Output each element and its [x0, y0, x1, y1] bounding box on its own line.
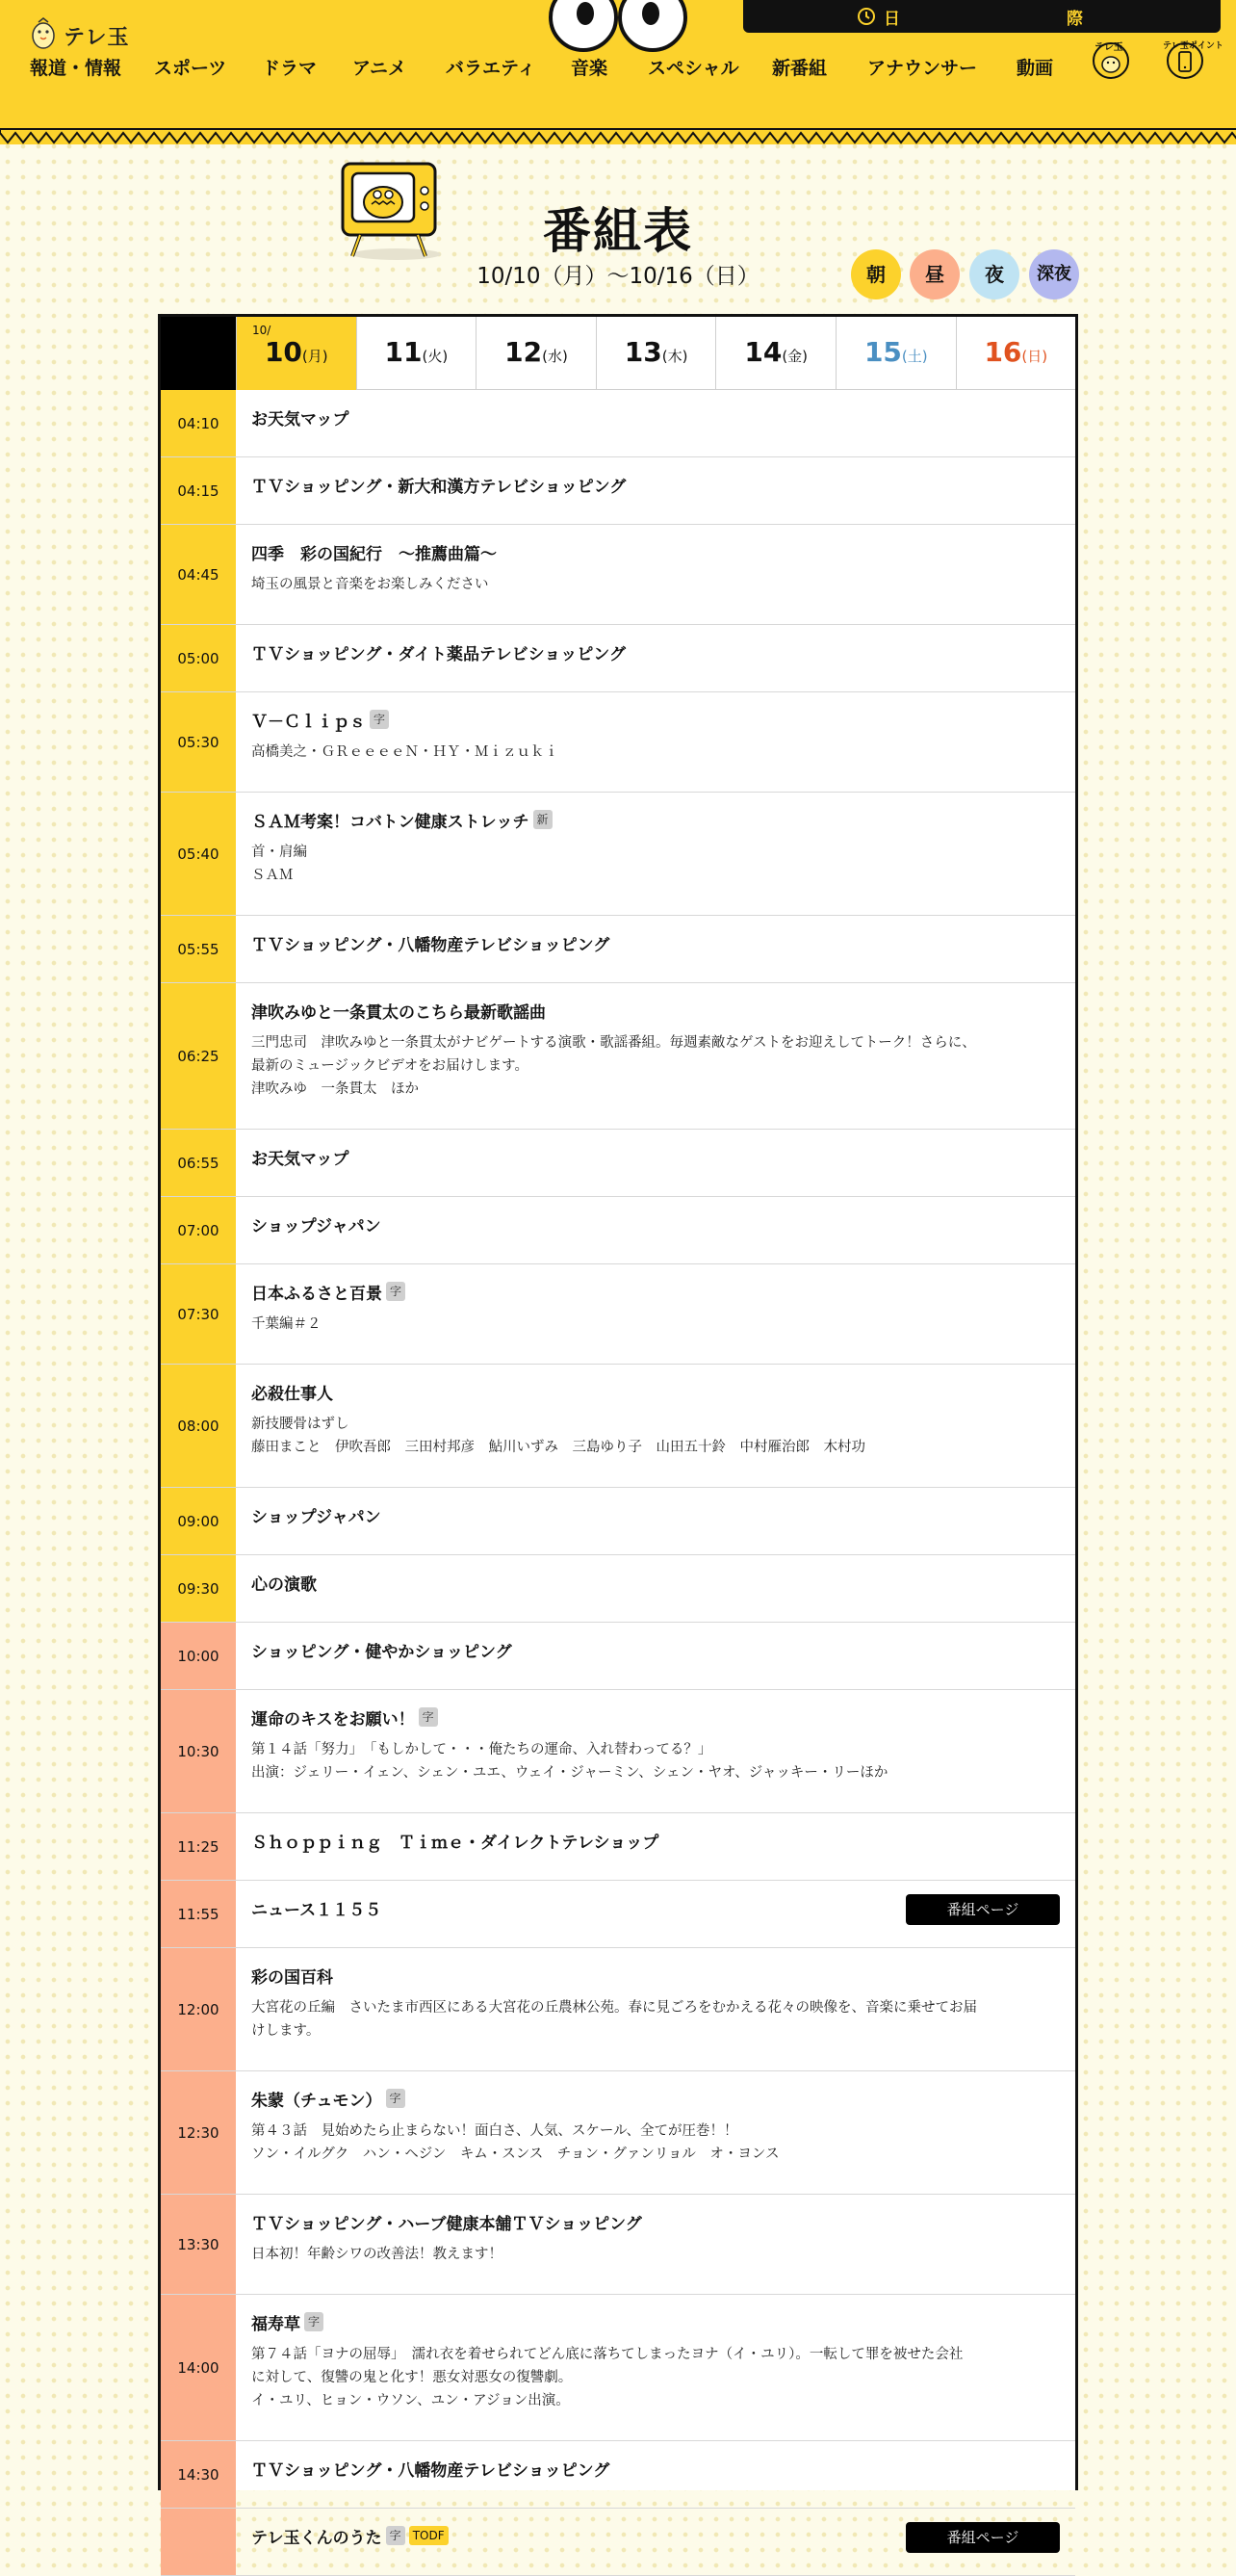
- program-description-line: に対して、復讐の鬼と化す！悪女対悪女の復讐劇。: [251, 2370, 573, 2385]
- program-description-line: 大宮花の丘編 さいたま市西区にある大宮花の丘農林公苑。春に見ごろをむかえる花々の映像を、音楽に乗せてお届: [251, 2000, 977, 2016]
- program-description-line: 最新のミュージックビデオをお届けします。: [251, 1058, 528, 1074]
- program-title-line: [251, 540, 1060, 563]
- program-row[interactable]: [161, 1555, 1075, 1623]
- program-cell: [236, 457, 1075, 524]
- program-cell: [236, 1948, 1075, 2070]
- program-row[interactable]: [161, 1264, 1075, 1365]
- day-tab[interactable]: [836, 317, 956, 390]
- day-tab-label: [837, 336, 956, 368]
- program-time: 11:25: [161, 1813, 236, 1880]
- program-title-line: [251, 405, 1060, 429]
- program-description: [251, 1031, 1060, 1101]
- day-tab[interactable]: [476, 317, 596, 390]
- main-nav: [0, 54, 1236, 81]
- program-title-line: [251, 2210, 1060, 2233]
- program-cell: [236, 1555, 1075, 1622]
- program-description: [251, 1313, 1060, 1336]
- day-tab-number: 14: [744, 336, 783, 368]
- program-rows: [161, 390, 1075, 2576]
- program-row[interactable]: [161, 2295, 1075, 2441]
- program-description: [251, 1738, 1060, 1784]
- program-time: 13:30: [161, 2195, 236, 2294]
- program-title[interactable]: 福寿草: [251, 2314, 300, 2334]
- program-row[interactable]: [161, 2509, 1075, 2576]
- nav-item-news[interactable]: 報道・情報: [30, 58, 122, 79]
- program-description-line: ＳＡＭ: [251, 868, 294, 883]
- day-tab-weekday: (木): [661, 348, 688, 365]
- day-tab-weekday: (金): [782, 348, 809, 365]
- day-tab-number: 10: [264, 336, 302, 368]
- day-tab-number: 15: [863, 336, 902, 368]
- program-description-line: 高橋美之・ＧＲｅｅｅｅＮ・ＨＹ・Ｍｉｚｕｋｉ: [251, 744, 558, 760]
- nav-item-new-programs[interactable]: 新番組: [772, 58, 828, 79]
- program-cell: [236, 1264, 1075, 1364]
- program-time: 12:00: [161, 1948, 236, 2070]
- logo-text: テレ玉: [64, 26, 130, 50]
- program-time: [161, 2509, 236, 2575]
- day-tab-label: [476, 336, 596, 368]
- program-row[interactable]: [161, 390, 1075, 457]
- program-title-line: [251, 931, 1060, 954]
- program-row[interactable]: [161, 1881, 1075, 1948]
- telet-mascot-icon: [31, 17, 56, 50]
- program-badge: 字: [386, 1282, 405, 1301]
- program-description-line: ソン・イルグク ハン・ヘジン キム・スンス チョン・グァンリョル オ・ヨンス: [251, 2147, 780, 2162]
- program-time: 07:00: [161, 1197, 236, 1263]
- program-title-line: [251, 1503, 1060, 1526]
- day-tab-weekday: (月): [301, 348, 328, 365]
- program-title[interactable]: お天気マップ: [251, 409, 349, 429]
- program-description-line: 第４３話 見始めたら止まらない！面白さ、人気、スケール、全てが圧巻！！: [251, 2123, 738, 2139]
- program-cell: [236, 1813, 1075, 1880]
- program-cell: [236, 1881, 1075, 1947]
- program-description-line: 第１４話「努力」 「もしかして・・・俺たちの運命、入れ替わってる？」: [251, 1742, 712, 1757]
- mascot-eyes-illustration: [547, 0, 689, 58]
- program-title[interactable]: 津吹みゆと一条貫太のこちら最新歌謡曲: [251, 1002, 546, 1023]
- program-row[interactable]: [161, 1623, 1075, 1690]
- program-title[interactable]: Ｖ－Ｃｌｉｐｓ: [251, 712, 366, 732]
- day-tab-label: [237, 336, 356, 368]
- program-title-line: [251, 1571, 1060, 1594]
- program-description: [251, 573, 1060, 596]
- program-row[interactable]: [161, 1488, 1075, 1555]
- program-title-line: [251, 473, 1060, 496]
- telet-circle-link[interactable]: [1091, 40, 1131, 81]
- day-tab-weekday: (火): [422, 348, 449, 365]
- program-description-line: けします。: [251, 2023, 321, 2039]
- day-tabs: [161, 317, 1075, 390]
- program-row[interactable]: [161, 2071, 1075, 2195]
- program-time: 08:00: [161, 1365, 236, 1487]
- program-cell: [236, 1690, 1075, 1812]
- program-time: 04:10: [161, 390, 236, 456]
- program-cell: [236, 2509, 1075, 2575]
- program-title[interactable]: ＴＶショッピング・新大和漢方テレビショッピング: [251, 477, 627, 497]
- program-title-line: [251, 2087, 1060, 2110]
- day-tab-label: [597, 336, 716, 368]
- program-description-line: 新技腰骨はずし: [251, 1417, 349, 1432]
- program-time: 04:45: [161, 525, 236, 624]
- program-title[interactable]: お天気マップ: [251, 1149, 349, 1169]
- program-time: 05:00: [161, 625, 236, 691]
- day-tab-date: 10/: [252, 324, 271, 337]
- program-description-line: イ・ユリ、ヒョン・ウソン、ユン・アジョン出演。: [251, 2393, 570, 2408]
- program-page-button[interactable]: 番組ページ: [906, 2522, 1060, 2553]
- day-tab-number: 13: [624, 336, 662, 368]
- program-title[interactable]: 必殺仕事人: [251, 1384, 333, 1404]
- program-time: 07:30: [161, 1264, 236, 1364]
- program-row[interactable]: [161, 916, 1075, 983]
- program-title[interactable]: 日本ふるさと百景: [251, 1284, 382, 1304]
- program-description-line: 藤田まこと 伊吹吾郎 三田村邦彦 鮎川いずみ 三島ゆり子 山田五十鈴 中村雁治郎 木村功: [251, 1440, 865, 1455]
- program-cell: [236, 390, 1075, 456]
- program-schedule-table: [158, 314, 1078, 2548]
- program-time: 12:30: [161, 2071, 236, 2194]
- program-cell: [236, 916, 1075, 982]
- day-tab-number: 12: [504, 336, 543, 368]
- program-row[interactable]: [161, 793, 1075, 916]
- program-description: [251, 841, 1060, 887]
- program-row[interactable]: [161, 1197, 1075, 1264]
- program-badge: 字: [386, 2089, 405, 2108]
- program-badge: 字: [419, 1707, 438, 1727]
- program-cell: [236, 2295, 1075, 2440]
- program-title-line: [251, 708, 1060, 731]
- program-description-line: 日本初！年齢シワの改善法！教えます！: [251, 2247, 502, 2262]
- day-tab-label: [957, 336, 1075, 368]
- nav-item-video[interactable]: 動画: [1017, 58, 1054, 79]
- program-row[interactable]: [161, 1365, 1075, 1488]
- nav-item-special[interactable]: スペシャル: [648, 58, 739, 79]
- program-row[interactable]: [161, 525, 1075, 625]
- program-time: 06:55: [161, 1130, 236, 1196]
- day-tab[interactable]: [715, 317, 836, 390]
- slot-button-late-night[interactable]: 深夜: [1029, 249, 1079, 299]
- program-badge: 字: [304, 2312, 323, 2331]
- program-time: 05:40: [161, 793, 236, 915]
- program-time: 10:00: [161, 1623, 236, 1689]
- program-description: [251, 1413, 1060, 1459]
- program-time: 04:15: [161, 457, 236, 524]
- program-description: [251, 2243, 1060, 2266]
- day-tab-number: 11: [384, 336, 423, 368]
- program-title-line: [251, 2457, 1060, 2480]
- program-title[interactable]: ショップジャパン: [251, 1216, 381, 1236]
- day-tab[interactable]: [956, 317, 1075, 390]
- program-cell: [236, 525, 1075, 624]
- program-row[interactable]: [161, 1948, 1075, 2071]
- program-cell: [236, 793, 1075, 915]
- header-zigzag-edge: [0, 129, 1236, 144]
- telet-circle-label: テレ玉: [1094, 42, 1123, 53]
- nav-item-anime[interactable]: アニメ: [352, 58, 407, 79]
- program-title-line: [251, 1145, 1060, 1168]
- program-time: 09:00: [161, 1488, 236, 1554]
- program-cell: [236, 2441, 1075, 2508]
- program-description-line: 首・肩編: [251, 845, 307, 860]
- program-title[interactable]: ショッピング・健やかショッピング: [251, 1642, 512, 1662]
- site-logo[interactable]: [29, 15, 135, 54]
- program-row[interactable]: [161, 983, 1075, 1130]
- day-tab-weekday: (水): [542, 348, 568, 365]
- program-title[interactable]: 朱蒙（チュモン）: [251, 2091, 382, 2111]
- program-row[interactable]: [161, 1690, 1075, 1813]
- clock-text-left: 日: [884, 10, 900, 29]
- telet-point-circle-link[interactable]: [1163, 40, 1223, 81]
- program-title[interactable]: テレ玉くんのうた: [251, 2528, 382, 2548]
- program-title[interactable]: ＴＶショッピング・ダイト薬品テレビショッピング: [251, 644, 626, 664]
- program-cell: [236, 692, 1075, 792]
- program-cell: [236, 1623, 1075, 1689]
- slot-button-noon[interactable]: 昼: [910, 249, 960, 299]
- program-time: 10:30: [161, 1690, 236, 1812]
- program-description-line: 津吹みゆ 一条貫太 ほか: [251, 1081, 419, 1097]
- program-title[interactable]: ＴＶショッピング・ハーブ健康本舗ＴＶショッピング: [251, 2214, 642, 2234]
- program-title-line: [251, 2310, 1060, 2333]
- day-tab-weekday: (日): [1021, 348, 1048, 365]
- slot-button-morning[interactable]: 朝: [851, 249, 901, 299]
- program-time: 05:55: [161, 916, 236, 982]
- clock-icon: [857, 7, 876, 26]
- tv-mascot-illustration: [339, 162, 447, 262]
- program-title[interactable]: 心の演歌: [251, 1574, 317, 1595]
- program-time: 05:30: [161, 692, 236, 792]
- day-tab[interactable]: [356, 317, 476, 390]
- program-title-line: [251, 1964, 1060, 1987]
- program-title[interactable]: ＴＶショッピング・八幡物産テレビショッピング: [251, 2460, 610, 2481]
- nav-item-announcer[interactable]: アナウンサー: [867, 58, 978, 79]
- program-row[interactable]: [161, 2195, 1075, 2295]
- program-description: [251, 741, 1060, 764]
- program-row[interactable]: [161, 457, 1075, 525]
- program-title-line: [251, 1705, 1060, 1729]
- program-row[interactable]: [161, 1130, 1075, 1197]
- program-badge: TODF: [409, 2526, 449, 2545]
- program-title-line: [251, 640, 1060, 664]
- program-title[interactable]: 運命のキスをお願い！: [251, 1709, 415, 1730]
- program-cell: [236, 1365, 1075, 1487]
- clock-text-right: 際: [1067, 10, 1083, 29]
- program-cell: [236, 1130, 1075, 1196]
- program-description-line: 千葉編＃２: [251, 1316, 322, 1332]
- program-description: [251, 2343, 1060, 2412]
- program-cell: [236, 1488, 1075, 1554]
- program-description-line: 三門忠司 津吹みゆと一条貫太がナビゲートする演歌・歌謡番組。毎週素敵なゲストをお迎えしてトーク！さらに、: [251, 1035, 976, 1051]
- program-title[interactable]: Ｓｈｏｐｐｉｎｇ Ｔｉｍｅ・ダイレクトテレショップ: [251, 1833, 659, 1853]
- program-time: 14:00: [161, 2295, 236, 2440]
- program-badge: 字: [386, 2526, 405, 2545]
- nav-item-sports[interactable]: スポーツ: [154, 58, 227, 79]
- site-header: [0, 0, 1236, 144]
- program-time: 14:30: [161, 2441, 236, 2508]
- program-badge: 字: [370, 710, 389, 729]
- day-tab-label: [716, 336, 836, 368]
- day-tab-number: 16: [984, 336, 1022, 368]
- program-description-line: 出演：ジェリー・イェン、シェン・ユエ、ウェイ・ジャーミン、シェン・ヤオ、ジャッキー・リーほか: [251, 1765, 888, 1781]
- nav-item-drama[interactable]: ドラマ: [262, 58, 318, 79]
- program-description-line: 埼玉の風景と音楽をお楽しみください: [251, 577, 489, 592]
- program-cell: [236, 2071, 1075, 2194]
- program-time: 06:25: [161, 983, 236, 1129]
- day-tabs-corner: [161, 317, 236, 390]
- program-badge: 新: [533, 810, 553, 829]
- nav-item-variety[interactable]: バラエティ: [446, 58, 536, 79]
- program-time: 09:30: [161, 1555, 236, 1622]
- day-tab-label: [357, 336, 476, 368]
- program-title[interactable]: ショップジャパン: [251, 1507, 381, 1527]
- program-title-line: [251, 1280, 1060, 1303]
- program-cell: [236, 1197, 1075, 1263]
- program-row[interactable]: [161, 2441, 1075, 2509]
- program-title[interactable]: ニュース１１５５: [251, 1900, 382, 1920]
- nav-item-music[interactable]: 音楽: [571, 58, 608, 79]
- program-title-line: [251, 1829, 1060, 1852]
- program-title[interactable]: 彩の国百科: [251, 1967, 333, 1988]
- day-tab-weekday: (土): [901, 348, 928, 365]
- telet-point-circle-label: テレ玉ポイント: [1163, 41, 1223, 51]
- program-cell: [236, 983, 1075, 1129]
- program-title-line: [251, 999, 1060, 1022]
- program-title-line: [251, 808, 1060, 831]
- program-cell: [236, 2195, 1075, 2294]
- program-page-button[interactable]: 番組ページ: [906, 1894, 1060, 1925]
- program-row[interactable]: [161, 692, 1075, 793]
- day-tab[interactable]: [596, 317, 716, 390]
- program-title[interactable]: 四季 彩の国紀行 ～推薦曲篇～: [251, 544, 497, 564]
- slot-button-night[interactable]: 夜: [969, 249, 1019, 299]
- day-tab[interactable]: [236, 317, 356, 390]
- program-title-line: [251, 1380, 1060, 1403]
- program-description: [251, 2120, 1060, 2166]
- program-title[interactable]: ＳＡＭ考案！コバトン健康ストレッチ: [251, 812, 529, 832]
- program-row[interactable]: [161, 1813, 1075, 1881]
- program-cell: [236, 625, 1075, 691]
- program-title[interactable]: ＴＶショッピング・八幡物産テレビショッピング: [251, 935, 610, 955]
- program-description-line: 第７４話「ヨナの屈辱」 濡れ衣を着せられてどん底に落ちてしまったヨナ（イ・ユリ）。一転して罪を被せた会社: [251, 2347, 964, 2362]
- program-row[interactable]: [161, 625, 1075, 692]
- page-title: 番組表: [543, 203, 693, 259]
- program-time: 11:55: [161, 1881, 236, 1947]
- program-description: [251, 1996, 1060, 2043]
- program-title-line: [251, 1212, 1060, 1236]
- date-range: 10/10（月）〜10/16（日）: [476, 264, 760, 289]
- program-title-line: [251, 1638, 1060, 1661]
- clock-bar: [743, 0, 1221, 33]
